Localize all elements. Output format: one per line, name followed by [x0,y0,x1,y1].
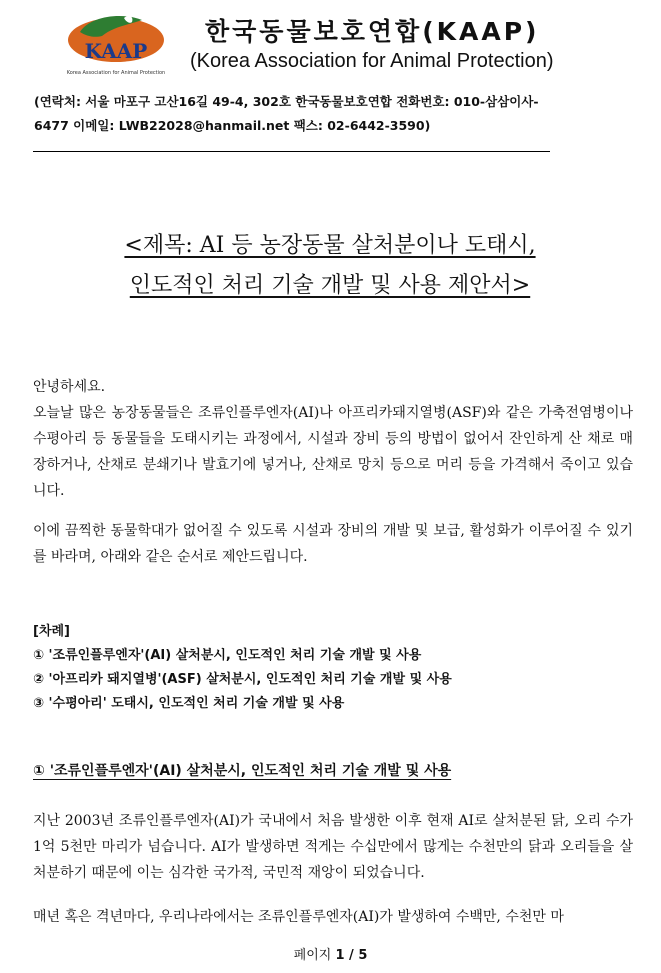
proposal-paragraph: 이에 끔찍한 동물학대가 없어질 수 있도록 시설과 장비의 개발 및 보급, 활성화가 이루어질 수 있기를 바라며, 아래와 같은 순서로 제안드립니다. [33,523,633,565]
table-of-contents [33,620,633,716]
kaap-logo [62,10,170,78]
title-line-2: 인도적인 처리 기술 개발 및 사용 제안서> [129,273,531,298]
header-divider [33,151,550,152]
logo-text: KAAP [84,39,148,63]
contact-line-1: (연락처: 서울 마포구 고산16길 49-4, 302호 한국동물보호연합 전화번호: 010-삼삼이사- [34,94,539,109]
title-line-1: <제목: AI 등 농장동물 살처분이나 도태시, [124,233,536,258]
toc-item: ① '조류인플루엔자'(AI) 살처분시, 인도적인 처리 기술 개발 및 사용 [33,648,422,663]
page-footer [0,944,661,963]
section-1-paragraph-2: 매년 혹은 격년마다, 우리나라에서는 조류인플루엔자(AI)가 발생하여 수백만, 수천만 마 [33,909,564,925]
toc-item: ② '아프리카 돼지열병'(ASF) 살처분시, 인도적인 처리 기술 개발 및 사용 [33,672,452,687]
page-number: 1 / 5 [335,948,368,963]
section-1-heading-text: ① '조류인플루엔자'(AI) 살처분시, 인도적인 처리 기술 개발 및 사용 [33,763,452,779]
page-label: 페이지 [293,948,332,963]
contact-line-2: 6477 이메일: LWB22028@hanmail.net 팩스: 02-6442-3590) [34,118,431,133]
toc-heading: [차례] [33,624,70,639]
logo-subtext: Korea Association for Animal Protection [66,70,166,76]
org-name-english: (Korea Association for Animal Protection) [190,50,554,72]
greeting: 안녕하세요. [33,379,106,395]
intro-paragraph: 오늘날 많은 농장동물들은 조류인플루엔자(AI)나 아프리카돼지열병(ASF)와 같은 가축전염병이나 수평아리 등 동물들을 도태시키는 과정에서, 시설과 장비 등의 방법이 없어서 잔인하게 산 채로 매장하거나, 산채로 분쇄기나 발효기에 넣거나, 산채로 망치 등으로 머리 등을 가격해서 죽이고 있습니다. [33,405,633,499]
section-1-heading [33,760,633,780]
toc-item: ③ '수평아리' 도태시, 인도적인 처리 기술 개발 및 사용 [33,696,345,711]
org-name-korean: 한국동물보호연합(KAAP) [205,17,540,46]
section-1-paragraph-1: 지난 2003년 조류인플루엔자(AI)가 국내에서 처음 발생한 이후 현재 AI로 살처분된 닭, 오리 수가 1억 5천만 마리가 넘습니다. AI가 발생하면 적게는 수십만에서 많게는 수천만의 닭과 오리들을 살처분하기 때문에 이는 심각한 국가적, 국민적 재앙이 되었습니다. [33,813,633,881]
contact-info [34,90,639,138]
kaap-logo-graphic [62,10,170,78]
document-title [40,226,620,306]
